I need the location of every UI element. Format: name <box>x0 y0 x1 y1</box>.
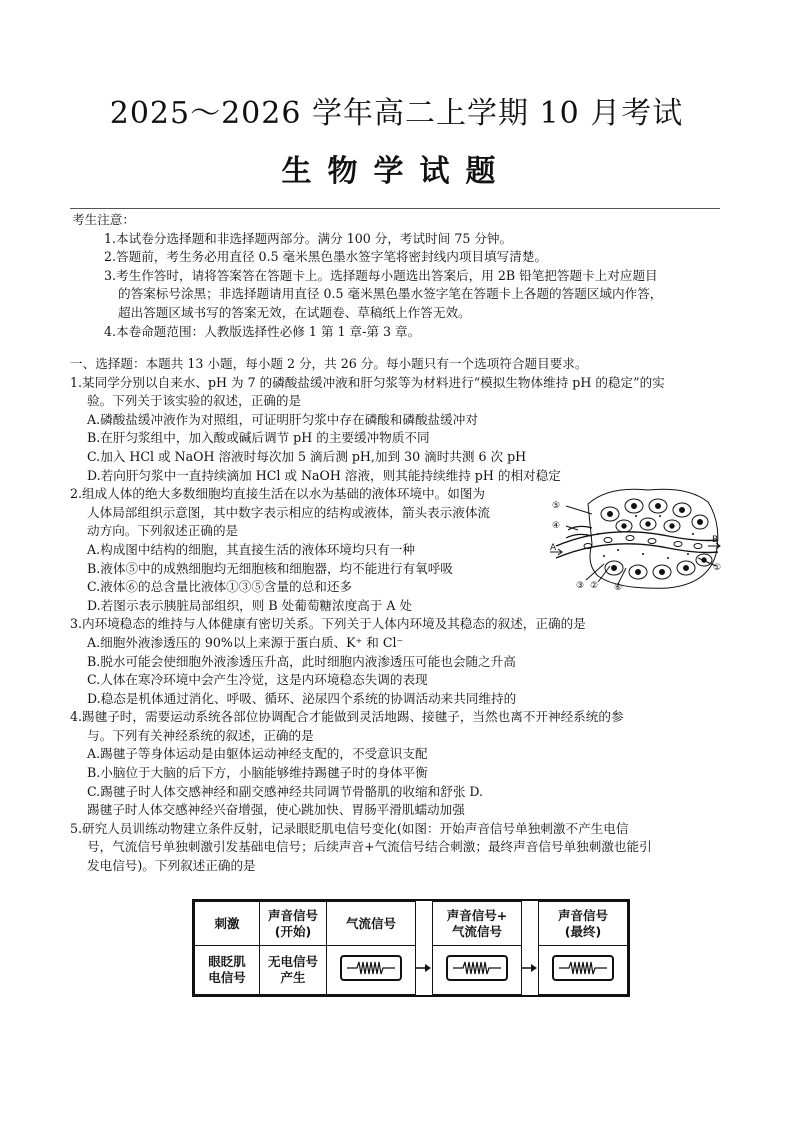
exam-title: 2025～2026 学年高二上学期 10 月考试 <box>109 96 684 131</box>
cell-no-signal-l1: 无电信号 <box>267 954 318 969</box>
row-emg-l2: 电信号 <box>208 970 246 985</box>
th-sound-start-l2: (开始) <box>274 923 312 939</box>
row-emg-l1: 眼眨肌 <box>208 954 246 969</box>
q4-option-d: 踢毽子时人体交感神经兴奋增强，使心跳加快、胃肠平滑肌蠕动加强 <box>87 802 465 818</box>
notice-block <box>72 211 662 341</box>
cell-no-signal-l2: 产生 <box>280 970 306 985</box>
stimulus-table <box>192 899 630 997</box>
header-divider <box>70 208 720 209</box>
emg-signal-icon <box>551 953 615 983</box>
th-sound-airflow-l2: 气流信号 <box>451 923 502 939</box>
q4-option-a: A.踢毽子等身体运动是由躯体运动神经支配的，不受意识支配 <box>87 746 428 762</box>
q5-stem-cont: 发电信号)。下列叙述正确的是 <box>87 858 256 874</box>
q2-option-d: D.若图示表示胰脏局部组织，则 B 处葡萄糖浓度高于 A 处 <box>87 597 413 613</box>
q2-stem-cont: 动方向。下列叙述正确的是 <box>87 523 239 539</box>
notice-item: 2.答题前，考生务必用直径 0.5 毫米黑色墨水签字笔将密封线内项目填写清楚。 <box>104 249 548 265</box>
label-6: ⑥ <box>614 583 623 592</box>
cell-signal-combined <box>433 946 522 995</box>
q5-stem-cont: 号，气流信号单独刺激引发基础电信号；后续声音+气流信号结合刺激；最终声音信号单独刺激也能引 <box>87 839 652 855</box>
right-arrow-icon <box>416 962 432 974</box>
label-2: ② <box>590 581 599 591</box>
q4-option-c: C.踢毽子时人体交感神经和副交感神经共同调节骨骼肌的收缩和舒张 D. <box>87 783 484 799</box>
th-sound-start-l1: 声音信号 <box>267 907 318 923</box>
arrow-1 <box>416 946 433 995</box>
th-sound-start <box>260 902 327 946</box>
q2-stem: 2.组成人体的绝大多数细胞均直接生活在以水为基础的液体环境中。如图为 <box>70 486 486 502</box>
th-stimulus: 刺激 <box>195 902 260 946</box>
q3-option-a: A.细胞外液渗透压的 90%以上来源于蛋白质、K⁺ 和 Cl⁻ <box>87 634 404 650</box>
q1-option-b: B.在肝匀浆组中，加入酸或碱后调节 pH 的主要缓冲物质不同 <box>87 430 430 446</box>
q2-option-c: C.液体⑥的总含量比液体①③⑤含量的总和还多 <box>87 579 353 595</box>
q3-option-c: C.人体在寒冷环境中会产生冷觉，这是内环境稳态失调的表现 <box>87 672 428 688</box>
notice-item: 3.考生作答时，请将答案答在答题卡上。选择题每小题选出答案后，用 2B 铅笔把答题卡上对应题目 <box>104 267 658 283</box>
notice-item: 超出答题区域书写的答案无效，在试题卷、草稿纸上作答无效。 <box>118 304 471 320</box>
q3-option-d: D.稳态是机体通过消化、呼吸、循环、泌尿四个系统的协调活动来共同维持的 <box>87 690 517 706</box>
q2-stem-cont: 人体局部组织示意图，其中数字表示相应的结构或液体，箭头表示液体流 <box>87 504 490 520</box>
cell-no-signal <box>260 946 327 995</box>
tissue-diagram <box>548 484 723 592</box>
label-a: A <box>550 543 557 553</box>
q4-stem-cont: 与。下列有关神经系统的叙述，正确的是 <box>87 727 314 743</box>
q2-option-b: B.液体⑤中的成熟细胞均无细胞核和细胞器，均不能进行有氧呼吸 <box>87 560 453 576</box>
q1-stem: 1.某同学分别以自来水、pH 为 7 的磷酸盐缓冲液和肝匀浆等为材料进行“模拟生物体维持 pH 的稳定”的实 <box>70 374 665 390</box>
notice-item: 1.本试卷分选择题和非选择题两部分。满分 100 分，考试时间 75 分钟。 <box>104 230 513 246</box>
q4-stem: 4.踢毽子时，需要运动系统各部位协调配合才能做到灵活地踢、接毽子，当然也离不开神经系统的参 <box>70 709 624 725</box>
notice-item: 的答案标号涂黑；非选择题请用直径 0.5 毫米黑色墨水签字笔在答题卡上各题的答题区域内作答， <box>118 286 663 302</box>
notice-item: 4.本卷命题范围：人教版选择性必修 1 第 1 章-第 3 章。 <box>104 323 421 339</box>
row-emg <box>195 946 260 995</box>
q1-stem-cont: 验。下列关于该实验的叙述，正确的是 <box>87 393 302 409</box>
q5-stem: 5.研究人员训练动物建立条件反射，记录眼眨肌电信号变化(如图：开始声音信号单独刺激不产生电信 <box>70 820 629 836</box>
th-sound-final-l2: (最终) <box>564 923 602 939</box>
label-1: ① <box>713 563 722 573</box>
emg-signal-icon <box>339 953 403 983</box>
q4-option-b: B.小脑位于大脑的后下方，小脑能够维持踢毽子时的身体平衡 <box>87 765 428 781</box>
notice-heading: 考生注意： <box>72 212 135 227</box>
exam-subtitle: 生物学试题 <box>281 154 512 189</box>
label-3: ③ <box>576 581 585 591</box>
q1-option-c: C.加入 HCl 或 NaOH 溶液时每次加 5 滴后测 pH,加到 30 滴时共测 6 次 pH <box>87 448 527 464</box>
th-airflow: 气流信号 <box>327 902 416 946</box>
label-b: B <box>712 535 719 545</box>
th-sound-final-l1: 声音信号 <box>557 907 608 923</box>
right-arrow-icon <box>522 962 538 974</box>
q3-stem: 3.内环境稳态的维持与人体健康有密切关系。下列关于人体内环境及其稳态的叙述，正确的是 <box>70 616 586 632</box>
cell-signal-airflow <box>327 946 416 995</box>
th-sound-airflow-l1: 声音信号+ <box>446 907 508 923</box>
label-5: ⑤ <box>552 501 561 511</box>
th-sound-airflow <box>433 902 522 946</box>
q3-option-b: B.脱水可能会使细胞外液渗透压升高，此时细胞内液渗透压可能也会随之升高 <box>87 653 516 669</box>
cell-signal-final <box>539 946 628 995</box>
q1-option-a: A.磷酸盐缓冲液作为对照组，可证明肝匀浆中存在磷酸和磷酸盐缓冲对 <box>87 411 478 427</box>
emg-signal-icon <box>445 953 509 983</box>
label-4: ④ <box>552 521 561 531</box>
th-sound-final <box>539 902 628 946</box>
q1-option-d: D.若向肝匀浆中一直持续滴加 HCl 或 NaOH 溶液，则其能持续维持 pH 的相对稳定 <box>87 467 561 483</box>
section-heading: 一、选择题：本题共 13 小题，每小题 2 分，共 26 分。每小题只有一个选项符合题目要求。 <box>70 356 588 371</box>
q2-option-a: A.构成图中结构的细胞，其直接生活的液体环境均只有一种 <box>87 541 415 557</box>
questions-block <box>70 355 665 876</box>
arrow-2 <box>522 946 539 995</box>
